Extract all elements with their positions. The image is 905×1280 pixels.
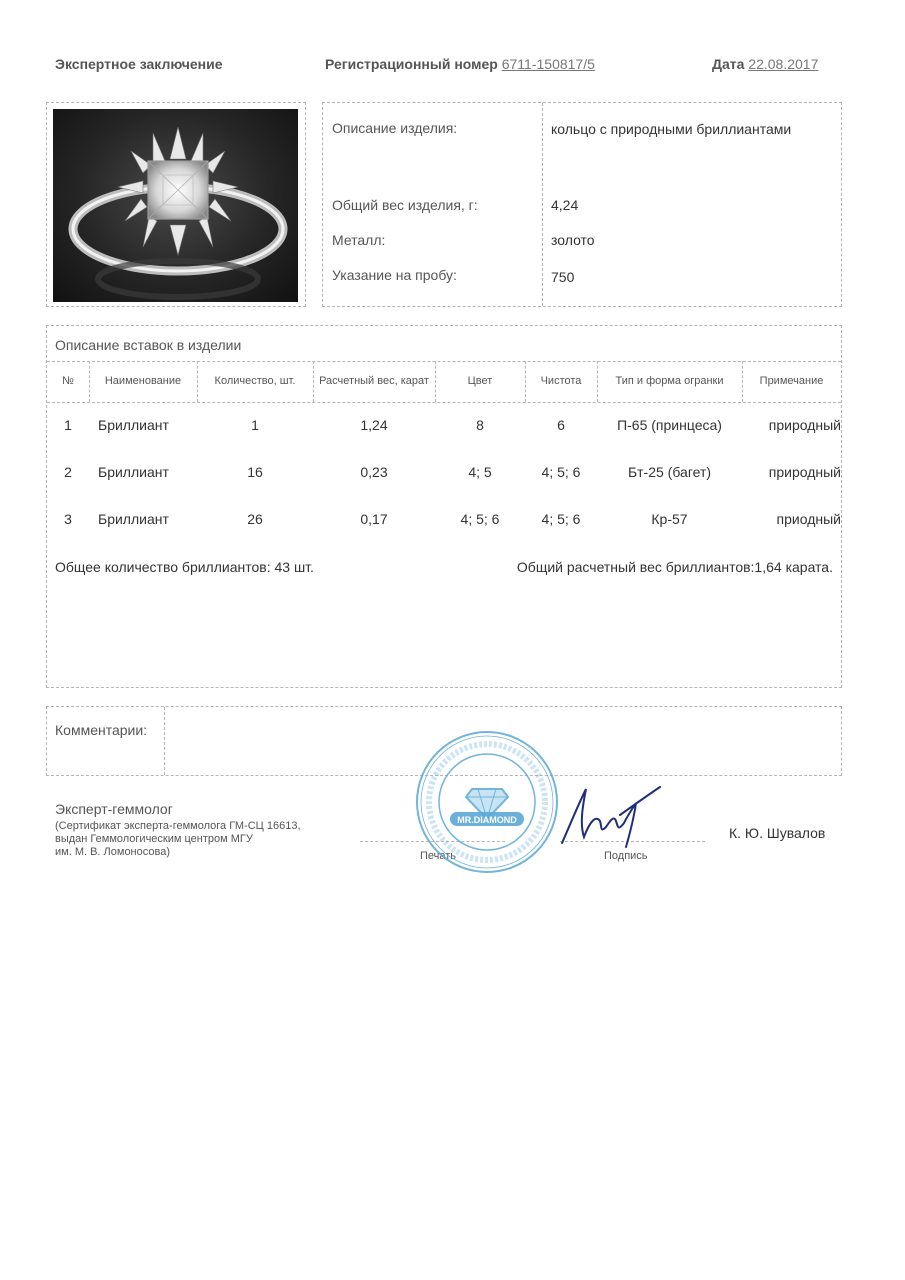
metal-label: Металл: [332, 232, 386, 248]
assay-value: 750 [551, 269, 575, 285]
inserts-title: Описание вставок в изделии [55, 337, 242, 353]
cert-line-2: выдан Геммологическим центром МГУ [55, 833, 253, 845]
row-1-note: природный [768, 417, 841, 433]
metal-value: золото [551, 232, 595, 248]
ring-image [53, 109, 298, 302]
comments-label: Комментарии: [55, 722, 148, 738]
row-3-weight: 0,17 [360, 511, 388, 527]
col-header-name: Наименование [104, 375, 182, 387]
expert-title: Эксперт-геммолог [55, 801, 173, 817]
ring-photo [53, 109, 298, 302]
expert-certificate [55, 820, 301, 859]
col-header-color: Цвет [467, 375, 493, 387]
col-header-cut: Тип и форма огранки [615, 375, 724, 387]
row-1-num: 1 [64, 417, 72, 433]
row-1-name: Бриллиант [98, 417, 169, 433]
company-seal [412, 727, 562, 877]
registration-label: Регистрационный номер [325, 56, 498, 72]
row-2-num: 2 [64, 464, 72, 480]
item-column-divider [542, 103, 543, 306]
row-1-color: 8 [476, 417, 484, 433]
row-2-cut: Бт-25 (багет) [627, 464, 712, 480]
row-3-name: Бриллиант [98, 511, 169, 527]
document-date [712, 56, 818, 72]
row-3-color: 4; 5; 6 [460, 511, 500, 527]
row-3-clarity: 4; 5; 6 [541, 511, 581, 527]
col-header-weight: Расчетный вес, карат [319, 375, 429, 387]
registration-value: 6711-150817/5 [501, 56, 595, 72]
inserts-box [46, 325, 842, 688]
description-value: кольцо с природными бриллиантами [551, 121, 792, 137]
weight-value: 4,24 [551, 197, 579, 213]
cert-line-3: им. М. В. Ломоносова) [55, 846, 170, 858]
photo-frame [46, 102, 306, 307]
row-3-qty: 26 [247, 511, 263, 527]
inserts-header-divider [47, 402, 841, 403]
col-header-qty: Количество, шт. [214, 375, 296, 387]
row-3-note: приодный [776, 511, 841, 527]
document-title: Экспертное заключение [55, 56, 223, 72]
signature-caption: Подпись [604, 850, 648, 862]
row-2-color: 4; 5 [468, 464, 492, 480]
cert-line-1: (Сертификат эксперта-геммолога ГМ-СЦ 16613, [55, 820, 301, 832]
inserts-title-divider [47, 361, 841, 362]
col-header-note: Примечание [759, 375, 824, 387]
row-2-weight: 0,23 [360, 464, 388, 480]
description-label: Описание изделия: [332, 120, 458, 136]
row-1-weight: 1,24 [360, 417, 388, 433]
row-2-clarity: 4; 5; 6 [541, 464, 581, 480]
col-header-clarity: Чистота [540, 375, 582, 387]
date-value: 22.08.2017 [748, 56, 819, 72]
assay-label: Указание на пробу: [332, 267, 457, 283]
total-weight: Общий расчетный вес бриллиантов:1,64 карата. [516, 559, 833, 575]
expert-name: К. Ю. Шувалов [729, 825, 826, 841]
item-description-box [322, 102, 842, 307]
row-3-num: 3 [64, 511, 72, 527]
row-2-qty: 16 [247, 464, 263, 480]
row-1-cut: П-65 (принцеса) [617, 417, 722, 433]
total-count: Общее количество бриллиантов: 43 шт. [55, 559, 314, 575]
row-2-name: Бриллиант [98, 464, 169, 480]
registration-number [325, 56, 595, 72]
signature [556, 775, 666, 850]
row-1-clarity: 6 [557, 417, 565, 433]
row-1-qty: 1 [251, 417, 259, 433]
col-header-num: № [62, 375, 74, 387]
date-label: Дата [712, 56, 745, 72]
comments-divider [164, 707, 165, 775]
row-2-note: природный [768, 464, 841, 480]
stamp-caption: Печать [420, 850, 457, 862]
weight-label: Общий вес изделия, г: [332, 197, 478, 213]
seal-logo-text: MR.DIAMOND [457, 815, 517, 825]
row-3-cut: Кр-57 [651, 511, 688, 527]
